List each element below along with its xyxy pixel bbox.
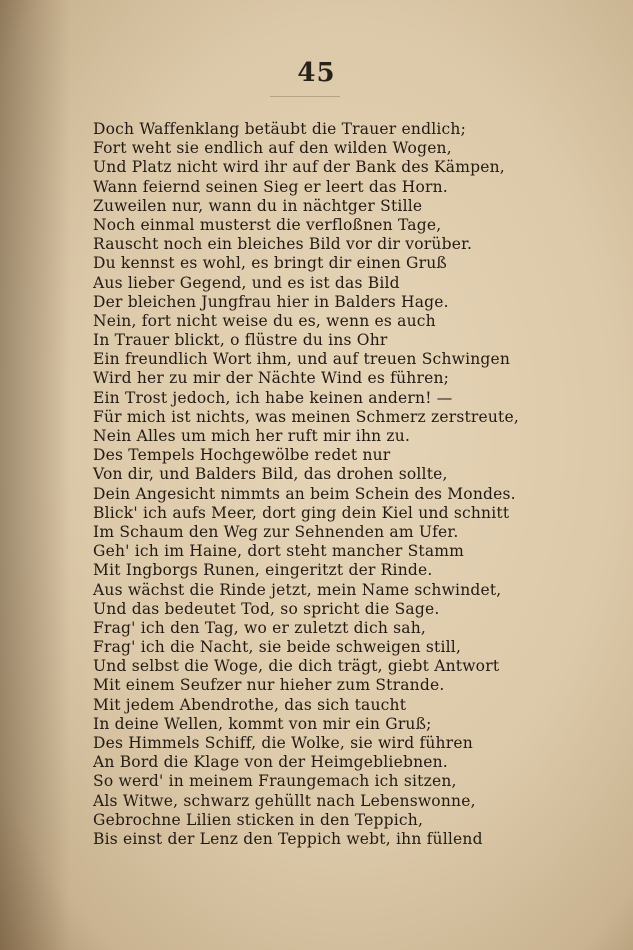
poem-line: Bis einst der Lenz den Teppich webt, ihn füllend [93, 829, 483, 848]
poem-line: In deine Wellen, kommt von mir ein Gruß; [93, 714, 432, 733]
poem-line: Fort weht sie endlich auf den wilden Wogen, [93, 139, 452, 158]
poem-line: Der bleichen Jungfrau hier in Balders Hage. [93, 292, 449, 311]
poem-line: In Trauer blickt, o flüstre du ins Ohr [93, 331, 388, 350]
poem-line: Als Witwe, schwarz gehüllt nach Lebenswonne, [93, 791, 476, 810]
poem-text [93, 120, 613, 849]
poem-line: Du kennst es wohl, es bringt dir einen Gruß [93, 254, 447, 273]
poem-line: An Bord die Klage von der Heimgebliebnen. [93, 753, 448, 772]
poem-line: Dein Angesicht nimmts an beim Schein des Mondes. [93, 484, 516, 503]
poem-line: Blick' ich aufs Meer, dort ging dein Kiel und schnitt [93, 503, 510, 522]
poem-line: Nein, fort nicht weise du es, wenn es auch [93, 311, 436, 330]
poem-line: Geh' ich im Haine, dort steht mancher Stamm [93, 542, 465, 561]
poem-line: Im Schaum den Weg zur Sehnenden am Ufer. [93, 522, 459, 541]
poem-line: Rauscht noch ein bleiches Bild vor dir vorüber. [93, 235, 473, 254]
poem-line: Für mich ist nichts, was meinen Schmerz zerstreute, [93, 407, 519, 426]
page-binding-shadow [0, 0, 70, 950]
poem-line: Des Tempels Hochgewölbe redet nur [93, 446, 391, 465]
poem-line: Ein freundlich Wort ihm, und auf treuen Schwingen [93, 350, 511, 369]
poem-line: Wird her zu mir der Nächte Wind es führen; [93, 369, 450, 388]
poem-line: Noch einmal musterst die verfloßnen Tage, [93, 215, 442, 234]
poem-line: Frag' ich den Tag, wo er zuletzt dich sah, [93, 618, 427, 637]
poem-line: Aus lieber Gegend, und es ist das Bild [93, 273, 400, 292]
poem-line: So werd' in meinem Fraungemach ich sitzen, [93, 772, 457, 791]
poem-line: Von dir, und Balders Bild, das drohen sollte, [93, 465, 448, 484]
header-divider [270, 96, 340, 97]
poem-line: Gebrochne Lilien sticken in den Teppich, [93, 810, 424, 829]
poem-line: Aus wächst die Rinde jetzt, mein Name schwindet, [93, 580, 502, 599]
poem-line: Und selbst die Woge, die dich trägt, giebt Antwort [93, 657, 500, 676]
poem-line: Doch Waffenklang betäubt die Trauer endlich; [93, 120, 466, 138]
poem-line: Nein Alles um mich her ruft mir ihn zu. [93, 427, 411, 445]
poem-line: Frag' ich die Nacht, sie beide schweigen still, [93, 638, 462, 657]
poem-line: Mit jedem Abendrothe, das sich taucht [93, 695, 407, 714]
page-number: 45 [297, 58, 336, 88]
poem-line: Zuweilen nur, wann du in nächtger Stille [93, 196, 423, 215]
poem-line: Mit einem Seufzer nur hieher zum Strande. [93, 676, 445, 695]
poem-line: Mit Ingborgs Runen, eingeritzt der Rinde. [93, 561, 433, 580]
poem-line: Und das bedeutet Tod, so spricht die Sage. [93, 599, 440, 618]
poem-line: Und Platz nicht wird ihr auf der Bank des Kämpen, [93, 158, 505, 177]
poem-line: Wann feiernd seinen Sieg er leert das Horn. [93, 177, 448, 196]
poem-line: Des Himmels Schiff, die Wolke, sie wird führen [93, 734, 473, 752]
poem-line: Ein Trost jedoch, ich habe keinen andern! — [93, 388, 453, 407]
